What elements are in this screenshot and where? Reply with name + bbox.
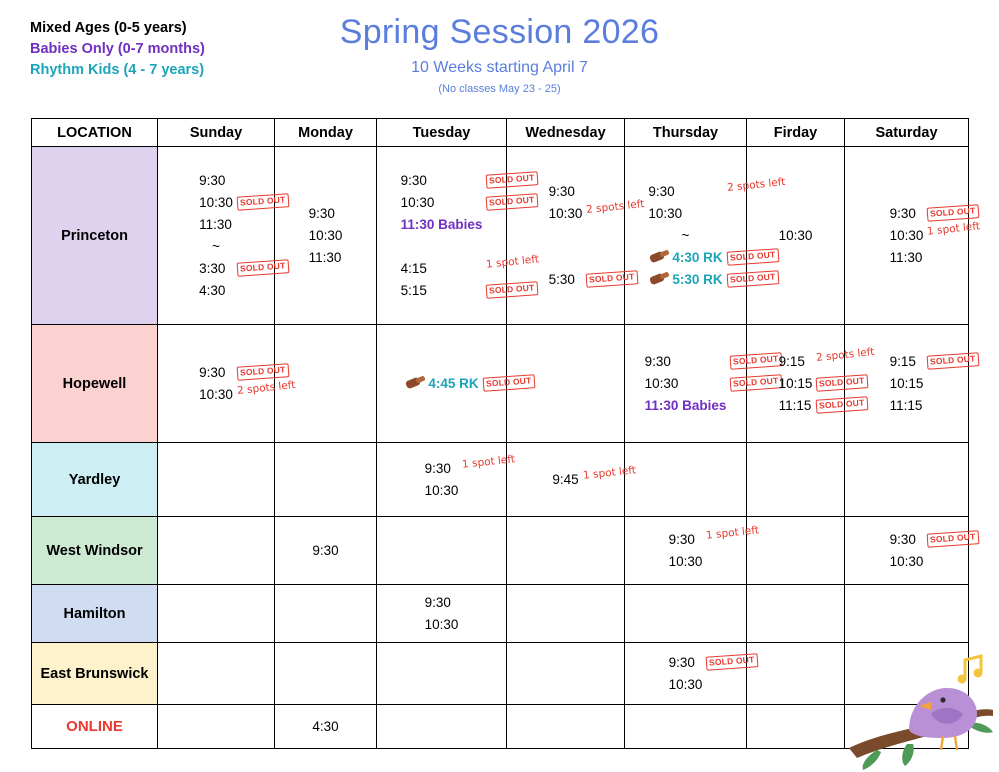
class-time-entry[interactable] <box>400 280 536 302</box>
class-time-entry[interactable] <box>778 373 866 395</box>
legend-item-rhythm-kids: Rhythm Kids (4 - 7 years) <box>30 62 205 79</box>
column-header-firday: Firday <box>747 119 845 147</box>
class-time-label: 9:30 <box>668 531 695 547</box>
location-cell-princeton <box>32 147 158 325</box>
column-header-tuesday: Tuesday <box>377 119 507 147</box>
schedule-cell-online-sunday[interactable] <box>158 705 275 749</box>
table-row <box>32 147 969 325</box>
class-time-list <box>668 523 760 577</box>
class-time-label: 9:30 <box>424 594 451 610</box>
class-time-entry[interactable] <box>645 395 727 417</box>
schedule-cell-online-saturday[interactable] <box>845 705 969 749</box>
location-label: East Brunswick <box>40 665 149 682</box>
spots-left-badge: 1 spot left <box>582 463 637 482</box>
class-time-label: 11:15 <box>889 397 923 413</box>
class-time-label: 11:30 Babies <box>644 397 727 413</box>
class-time-entry[interactable] <box>401 214 483 236</box>
class-time-list <box>889 347 977 421</box>
class-time-entry[interactable] <box>648 247 776 269</box>
schedule-cell-west-windsor-monday[interactable] <box>275 517 377 585</box>
class-time-label: 9:30 <box>199 364 226 380</box>
class-time-entry[interactable] <box>199 214 233 236</box>
class-time-label: 10:30 <box>778 227 813 243</box>
sold-out-badge: SOLD OUT <box>927 204 979 221</box>
class-time-list <box>668 648 756 700</box>
class-time-entry[interactable] <box>890 373 924 395</box>
schedule-cell-west-windsor-firday[interactable] <box>747 517 845 585</box>
class-time-label <box>401 236 405 258</box>
sold-out-badge: SOLD OUT <box>236 363 288 380</box>
class-time-entry[interactable] <box>199 170 233 192</box>
class-time-entry[interactable] <box>548 197 646 225</box>
class-time-list <box>404 369 532 399</box>
class-time-label: 11:30 <box>199 216 232 232</box>
class-time-label: 9:15 <box>889 353 916 369</box>
class-time-list <box>199 166 286 306</box>
class-time-list <box>778 345 876 421</box>
table-row <box>32 585 969 643</box>
class-time-label: 9:30 <box>548 183 575 199</box>
location-label: ONLINE <box>66 718 123 735</box>
class-time-list <box>424 452 516 506</box>
schedule-cell-hopewell-sunday[interactable] <box>158 325 296 443</box>
class-time-entry[interactable] <box>648 175 786 203</box>
schedule-cell-hopewell-saturday[interactable] <box>845 325 977 443</box>
class-time-label: 9:30 <box>889 205 916 221</box>
schedule-cell-hopewell-wednesday[interactable] <box>507 325 625 443</box>
class-time-entry[interactable] <box>199 236 233 258</box>
class-time-label: 10:30 <box>668 676 703 692</box>
location-cell-hamilton <box>32 585 158 643</box>
table-row <box>32 325 969 443</box>
class-time-label: 5:15 <box>400 282 427 298</box>
class-time-entry[interactable] <box>668 652 756 674</box>
class-time-entry[interactable] <box>199 362 286 384</box>
schedule-cell-east-brunswick-thursday[interactable] <box>625 643 756 705</box>
class-time-list <box>400 166 540 306</box>
legend <box>30 18 205 81</box>
sold-out-badge: SOLD OUT <box>726 270 778 287</box>
class-time-list <box>889 199 981 273</box>
class-time-entry[interactable] <box>648 203 722 225</box>
class-time-entry[interactable] <box>778 345 876 373</box>
class-time-entry[interactable] <box>309 247 343 269</box>
schedule-cell-hamilton-sunday[interactable] <box>158 585 275 643</box>
schedule-cell-west-windsor-wednesday[interactable] <box>507 517 625 585</box>
schedule-cell-princeton-monday[interactable] <box>275 147 377 325</box>
schedule-cell-west-windsor-sunday[interactable] <box>158 517 275 585</box>
schedule-cell-east-brunswick-saturday[interactable] <box>845 643 969 705</box>
page-subtitle: 10 Weeks starting April 7 <box>411 59 588 77</box>
class-time-entry[interactable] <box>309 203 343 225</box>
schedule-cell-hamilton-monday[interactable] <box>275 585 377 643</box>
class-time-label: 3:30 <box>199 260 226 276</box>
class-time-entry[interactable] <box>425 592 459 614</box>
class-time-entry[interactable] <box>548 269 636 291</box>
class-time-label: 10:30 <box>889 553 924 569</box>
spots-left-badge: 1 spot left <box>926 219 981 238</box>
class-time-label: ~ <box>212 238 220 254</box>
schedule-cell-yardley-wednesday[interactable] <box>507 443 637 517</box>
class-time-label: 4:30 RK <box>672 249 723 265</box>
location-label: Princeton <box>61 227 128 244</box>
spots-left-badge: 1 spot left <box>705 523 760 542</box>
schedule-cell-hopewell-tuesday[interactable] <box>377 325 532 443</box>
class-time-entry[interactable] <box>425 480 459 502</box>
table-body <box>32 147 981 749</box>
table-row <box>32 517 969 585</box>
spots-left-badge: 1 spot left <box>485 252 540 271</box>
sold-out-badge: SOLD OUT <box>586 270 638 287</box>
class-time-label: 10:30 <box>199 386 233 402</box>
class-time-entry[interactable] <box>669 674 703 696</box>
class-time-entry[interactable] <box>779 225 813 247</box>
class-time-label: 9:30 <box>668 654 695 670</box>
schedule-cell-west-windsor-saturday[interactable] <box>845 517 977 585</box>
class-time-label: 10:30 <box>424 482 459 498</box>
schedule-cell-east-brunswick-tuesday[interactable] <box>377 643 507 705</box>
legend-item-mixed-ages: Mixed Ages (0-5 years) <box>30 20 187 36</box>
class-time-list <box>644 347 780 421</box>
column-header-saturday: Saturday <box>845 119 969 147</box>
sold-out-badge: SOLD OUT <box>482 374 534 391</box>
class-time-label: 4:15 <box>400 260 427 276</box>
class-time-entry[interactable] <box>648 269 776 291</box>
class-time-label: 9:15 <box>778 353 805 369</box>
class-time-label: ~ <box>681 227 690 243</box>
class-time-label: 9:30 <box>644 353 671 369</box>
class-time-entry[interactable] <box>404 373 532 395</box>
schedule-cell-west-windsor-tuesday[interactable] <box>377 517 507 585</box>
location-label: West Windsor <box>46 542 143 559</box>
class-time-label: 10:30 <box>308 227 343 243</box>
class-time-list <box>425 588 459 640</box>
page-title: Spring Session 2026 <box>339 13 660 51</box>
class-time-label: 9:45 <box>552 471 579 487</box>
drum-icon <box>404 376 426 392</box>
class-time-entry[interactable] <box>425 614 459 636</box>
class-time-entry[interactable] <box>669 551 703 573</box>
class-time-label: 10:30 <box>644 375 679 391</box>
class-time-entry[interactable] <box>889 203 977 225</box>
class-time-label: 11:15 <box>778 397 812 413</box>
class-time-entry[interactable] <box>890 247 924 269</box>
location-label: Yardley <box>68 471 121 488</box>
class-time-list <box>552 463 637 495</box>
class-time-label: 9:30 <box>400 172 427 188</box>
class-time-entry[interactable] <box>400 192 536 214</box>
class-time-entry[interactable] <box>668 523 760 551</box>
table-row <box>32 443 969 517</box>
schedule-cell-online-tuesday[interactable] <box>377 705 507 749</box>
class-time-label: 10:30 <box>889 227 924 243</box>
class-time-entry[interactable] <box>424 452 516 480</box>
class-time-label: 10:30 <box>400 194 435 210</box>
column-header-wednesday: Wednesday <box>507 119 625 147</box>
class-time-entry[interactable] <box>199 378 296 406</box>
location-cell-yardley <box>32 443 158 517</box>
schedule-cell-online-firday[interactable] <box>747 705 845 749</box>
class-time-entry[interactable] <box>890 551 924 573</box>
class-time-label: 9:30 <box>308 205 335 221</box>
schedule-cell-hamilton-tuesday[interactable] <box>377 585 507 643</box>
spacer <box>549 225 583 247</box>
class-time-list <box>779 221 813 251</box>
class-time-entry[interactable] <box>644 351 780 373</box>
schedule-cell-online-thursday[interactable] <box>625 705 747 749</box>
class-time-label: 11:30 <box>308 249 342 265</box>
class-time-entry[interactable] <box>400 170 536 192</box>
class-time-entry[interactable] <box>552 463 637 491</box>
class-time-entry[interactable] <box>309 225 343 247</box>
class-time-entry[interactable] <box>312 540 338 562</box>
drum-icon <box>648 250 670 266</box>
schedule-cell-hopewell-firday[interactable] <box>747 325 876 443</box>
class-time-entry[interactable] <box>889 219 981 247</box>
spots-left-badge: 1 spot left <box>461 452 516 471</box>
class-time-label: 4:30 <box>199 282 226 298</box>
schedule-cell-princeton-sunday[interactable] <box>158 147 286 325</box>
schedule-cell-princeton-wednesday[interactable] <box>507 147 646 325</box>
location-cell-east-brunswick <box>32 643 158 705</box>
location-label: Hopewell <box>62 375 127 392</box>
column-header-thursday: Thursday <box>625 119 747 147</box>
schedule-cell-yardley-tuesday[interactable] <box>377 443 516 517</box>
class-time-label: 10:30 <box>424 616 459 632</box>
class-time-label <box>549 225 553 247</box>
class-time-label: 9:30 <box>424 460 451 476</box>
class-time-entry[interactable] <box>648 225 722 247</box>
class-time-entry[interactable] <box>199 258 286 280</box>
page-note: (No classes May 23 - 25) <box>438 83 561 96</box>
spacer <box>401 236 483 258</box>
sold-out-badge: SOLD OUT <box>236 259 288 276</box>
sold-out-badge: SOLD OUT <box>726 248 778 265</box>
schedule-cell-hamilton-thursday[interactable] <box>625 585 747 643</box>
spacer <box>549 247 583 269</box>
class-time-entry[interactable] <box>890 395 924 417</box>
class-time-entry[interactable] <box>199 280 233 302</box>
class-time-label: 4:30 <box>312 718 339 734</box>
class-time-entry[interactable] <box>549 181 583 203</box>
class-time-label: 4:45 RK <box>428 375 479 391</box>
schedule-cell-east-brunswick-firday[interactable] <box>747 643 845 705</box>
sold-out-badge: SOLD OUT <box>236 193 288 210</box>
schedule-table <box>31 118 981 749</box>
class-time-list <box>648 175 786 295</box>
schedule-cell-hamilton-wednesday[interactable] <box>507 585 625 643</box>
class-time-entry[interactable] <box>312 716 338 738</box>
sold-out-badge: SOLD OUT <box>706 653 758 670</box>
spots-left-badge: 2 spots left <box>585 197 646 216</box>
sold-out-badge: SOLD OUT <box>486 193 538 210</box>
class-time-list <box>199 358 296 410</box>
class-time-label: 9:30 <box>889 531 916 547</box>
drum-icon <box>648 272 670 288</box>
schedule-cell-east-brunswick-monday[interactable] <box>275 643 377 705</box>
class-time-label: 9:30 <box>312 542 339 558</box>
legend-item-babies-only: Babies Only (0-7 months) <box>30 41 205 58</box>
schedule-cell-west-windsor-thursday[interactable] <box>625 517 760 585</box>
location-cell-online <box>32 705 158 749</box>
schedule-cell-yardley-monday[interactable] <box>275 443 377 517</box>
column-header-sunday: Sunday <box>158 119 275 147</box>
schedule-cell-princeton-firday[interactable] <box>747 147 845 325</box>
spots-left-badge: 2 spots left <box>236 378 296 397</box>
schedule-cell-east-brunswick-wednesday[interactable] <box>507 643 625 705</box>
column-header-location: LOCATION <box>32 119 158 147</box>
class-time-list <box>889 525 977 577</box>
class-time-label: 5:30 RK <box>672 271 723 287</box>
class-time-label: 9:30 <box>199 172 226 188</box>
class-time-entry[interactable] <box>400 252 540 280</box>
table-row <box>32 705 969 749</box>
class-time-list <box>312 536 338 566</box>
schedule-cell-princeton-tuesday[interactable] <box>377 147 540 325</box>
schedule-cell-yardley-firday[interactable] <box>747 443 845 517</box>
schedule-cell-hamilton-saturday[interactable] <box>845 585 969 643</box>
class-time-list <box>548 177 646 295</box>
schedule-cell-princeton-saturday[interactable] <box>845 147 981 325</box>
schedule-cell-princeton-thursday[interactable] <box>625 147 786 325</box>
table-header-row <box>32 119 969 147</box>
schedule-cell-yardley-saturday[interactable] <box>845 443 969 517</box>
schedule-cell-yardley-sunday[interactable] <box>158 443 275 517</box>
schedule-cell-online-wednesday[interactable] <box>507 705 625 749</box>
schedule-cell-east-brunswick-sunday[interactable] <box>158 643 275 705</box>
schedule-cell-hopewell-monday[interactable] <box>275 325 377 443</box>
sold-out-badge: SOLD OUT <box>730 374 782 391</box>
class-time-label: 5:30 <box>548 271 575 287</box>
class-time-entry[interactable] <box>889 529 977 551</box>
location-label: Hamilton <box>63 605 126 622</box>
sold-out-badge: SOLD OUT <box>927 530 979 547</box>
sold-out-badge: SOLD OUT <box>730 352 782 369</box>
class-time-label: 10:15 <box>889 375 924 391</box>
class-time-entry[interactable] <box>778 395 866 417</box>
sold-out-badge: SOLD OUT <box>486 171 538 188</box>
class-time-entry[interactable] <box>889 351 977 373</box>
sold-out-badge: SOLD OUT <box>927 352 979 369</box>
schedule-cell-hamilton-firday[interactable] <box>747 585 845 643</box>
sold-out-badge: SOLD OUT <box>816 396 868 413</box>
class-time-label: 9:30 <box>648 183 675 199</box>
class-time-entry[interactable] <box>199 192 286 214</box>
class-time-list <box>309 199 343 273</box>
class-time-entry[interactable] <box>644 373 780 395</box>
table-row <box>32 643 969 705</box>
spots-left-badge: 2 spots left <box>726 175 786 194</box>
class-time-label: 11:30 Babies <box>400 216 483 232</box>
sold-out-badge: SOLD OUT <box>486 281 538 298</box>
class-time-label: 10:30 <box>199 194 233 210</box>
column-header-monday: Monday <box>275 119 377 147</box>
spots-left-badge: 2 spots left <box>815 345 876 364</box>
class-time-label: 11:30 <box>889 249 923 265</box>
location-cell-west-windsor <box>32 517 158 585</box>
schedule-cell-online-monday[interactable] <box>275 705 377 749</box>
sold-out-badge: SOLD OUT <box>816 374 868 391</box>
class-time-label: 10:30 <box>648 205 683 221</box>
class-time-label: 10:30 <box>668 553 703 569</box>
schedule-cell-yardley-thursday[interactable] <box>625 443 747 517</box>
schedule-cell-hopewell-thursday[interactable] <box>625 325 780 443</box>
class-time-label: 10:15 <box>778 375 813 391</box>
class-time-list <box>312 712 338 742</box>
class-time-label <box>549 247 553 269</box>
class-time-label: 10:30 <box>548 205 583 221</box>
location-cell-hopewell <box>32 325 158 443</box>
